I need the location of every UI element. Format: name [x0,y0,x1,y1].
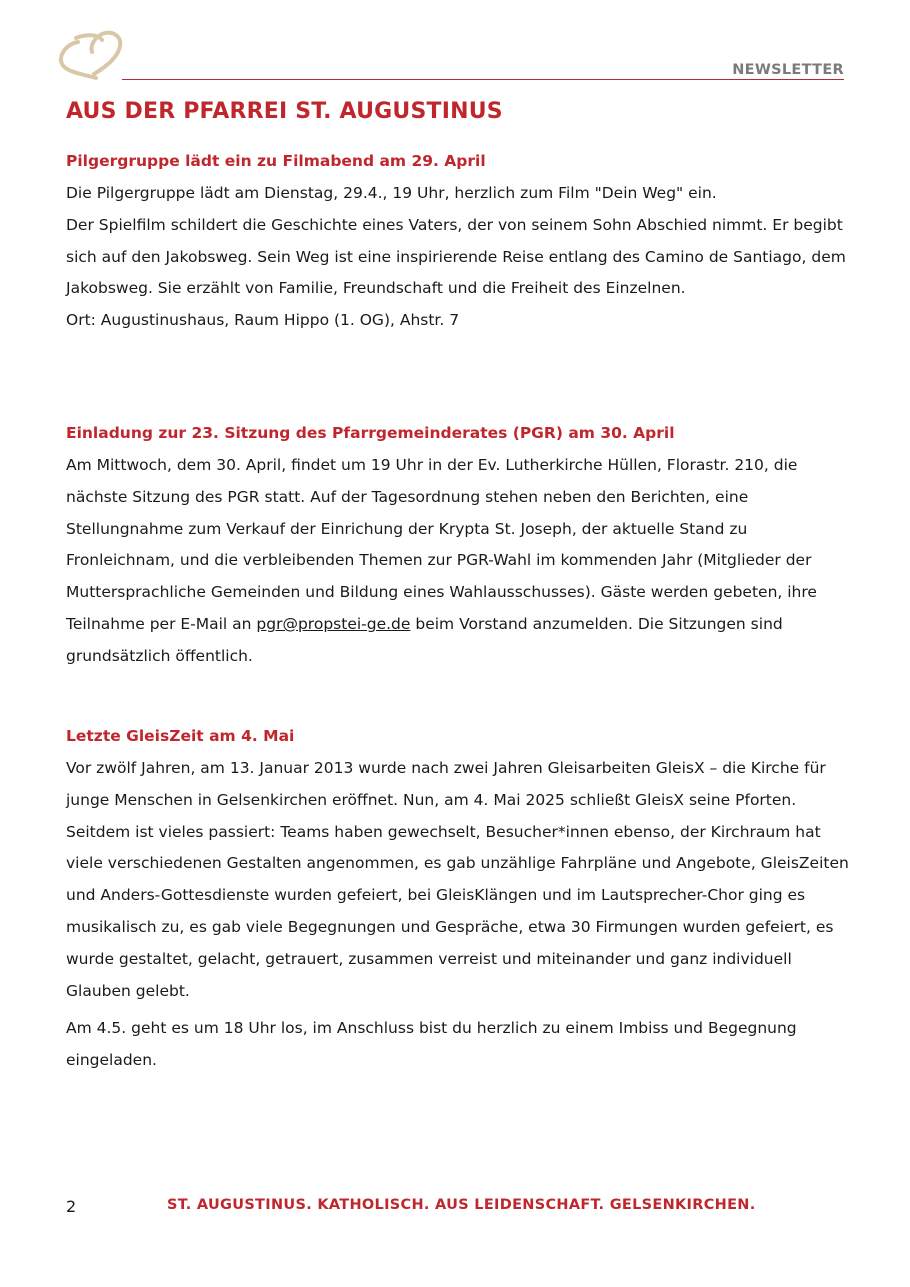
article-pgr-sitzung [66,418,856,673]
page-number: 2 [66,1197,77,1216]
email-link[interactable]: pgr@propstei-ge.de [256,614,411,633]
heart-outline-icon [56,28,126,82]
article-paragraph: Vor zwölf Jahren, am 13. Januar 2013 wurde nach zwei Jahren Gleisarbeiten GleisX – die Kirche für junge Menschen in Gelsenkirchen eröffnet. Nun, am 4. Mai 2025 schließt GleisX seine Pforten. Seitdem ist vieles passiert: Teams haben gewechselt, Besucher*innen ebenso, der Kirchraum hat viele verschiedenen Gestalten angenommen, es gab unzählige Fahrpläne und Angebote, GleisZeiten und Anders-Gottesdienste wurden gefeiert, bei GleisKlängen und im Lautsprecher-Chor ging es musikalisch zu, es gab viele Begegnungen und Gespräche, etwa 30 Firmungen wurden gefeiert, es wurde gestaltet, gelacht, getrauert, zusammen verreist und miteinander und ganz individuell Glauben gelebt. [66,759,849,1000]
paragraph-text: Am Mittwoch, dem 30. April, findet um 19 Uhr in der Ev. Lutherkirche Hüllen, Florastr. 210, die nächste Sitzung des PGR statt. Auf der Tagesordnung stehen neben den Berichten, eine Stellungnahme zum Verkauf der Einrichung der Krypta St. Joseph, der aktuelle Stand zu Fronleichnam, und die verbleibenden Themen zur PGR-Wahl im kommenden Jahr (Mitglieder der Muttersprachliche Gemeinden und Bildung eines Wahlausschusses). Gäste werden gebeten, ihre Teilnahme per E-Mail an [66,456,817,633]
article-paragraph: Die Pilgergruppe lädt am Dienstag, 29.4., 19 Uhr, herzlich zum Film "Dein Weg" ein. [66,184,717,202]
header-divider [122,79,844,80]
newsletter-label: NEWSLETTER [732,62,844,78]
article-paragraph: Ort: Augustinushaus, Raum Hippo (1. OG), Ahstr. 7 [66,311,460,330]
article-gleiszeit [66,721,856,1077]
article-paragraph [66,450,856,673]
page-title: AUS DER PFARREI ST. AUGUSTINUS [66,99,503,124]
article-heading: Letzte GleisZeit am 4. Mai [66,727,295,745]
article-pilgergruppe [66,146,856,337]
article-paragraph: Am 4.5. geht es um 18 Uhr los, im Anschluss bist du herzlich zu einem Imbiss und Begegnung eingeladen. [66,1019,797,1070]
article-heading: Pilgergruppe lädt ein zu Filmabend am 29. April [66,152,486,170]
paragraph-text: beim Vorstand anzumelden. Die Sitzungen sind grundsätzlich öffentlich. [66,614,783,665]
article-heading: Einladung zur 23. Sitzung des Pfarrgemeinderates (PGR) am 30. April [66,424,675,442]
footer-slogan: ST. AUGUSTINUS. KATHOLISCH. AUS LEIDENSCHAFT. GELSENKIRCHEN. [167,1197,756,1213]
article-paragraph: Der Spielfilm schildert die Geschichte eines Vaters, der von seinem Sohn Abschied nimmt. Er begibt sich auf den Jakobsweg. Sein Weg ist eine inspirierende Reise entlang des Camino de Santiago, dem Jakobsweg. Sie erzählt von Familie, Freundschaft und die Freiheit des Einzelnen. [66,215,846,298]
